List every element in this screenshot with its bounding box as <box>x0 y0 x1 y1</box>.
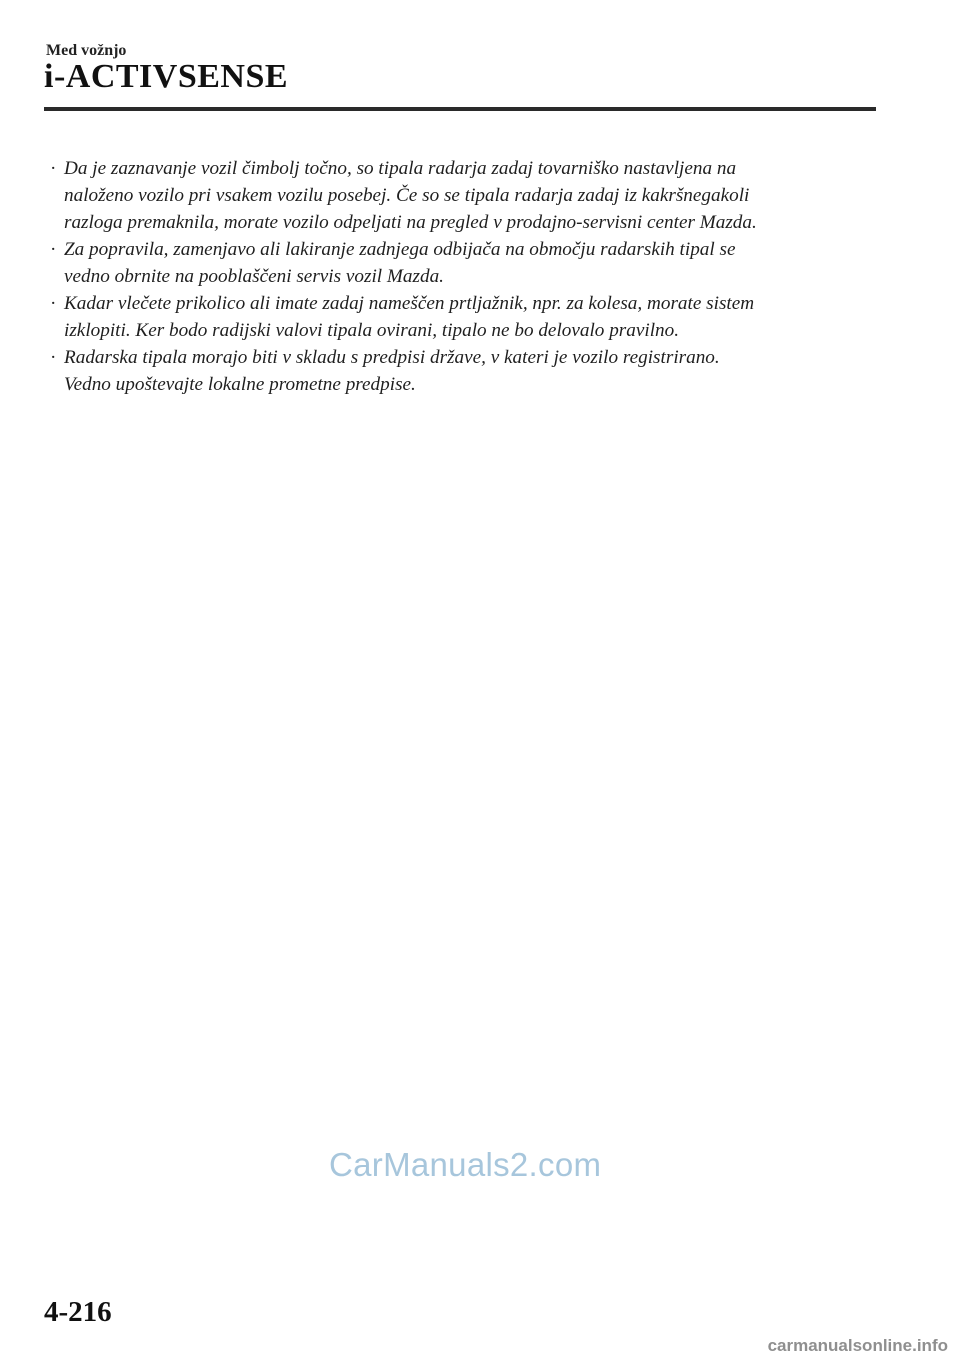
note-item <box>44 290 880 344</box>
note-line: Kadar vlečete prikolico ali imate zadaj nameščen prtljažnik, npr. za kolesa, morate sistem <box>64 293 755 314</box>
note-line: izklopiti. Ker bodo radijski valovi tipala ovirani, tipalo ne bo delovalo pravilno. <box>64 320 680 341</box>
note-line: Za popravila, zamenjavo ali lakiranje zadnjega odbijača na območju radarskih tipal se <box>64 239 736 260</box>
bullet-icon: · <box>50 347 57 368</box>
page-number: 4-216 <box>44 1296 112 1328</box>
bullet-icon: · <box>50 158 57 179</box>
watermark-logo: CarManuals2.com <box>329 1146 602 1183</box>
note-line: Radarska tipala morajo biti v skladu s predpisi države, v kateri je vozilo registrirano. <box>64 347 720 368</box>
chapter-title: i-ACTIVSENSE <box>44 58 289 95</box>
note-line: razloga premaknila, morate vozilo odpeljati na pregled v prodajno-servisni center Mazda. <box>64 212 757 233</box>
note-item <box>44 344 880 398</box>
note-line: Da je zaznavanje vozil čimbolj točno, so tipala radarja zadaj tovarniško nastavljena na <box>64 158 737 179</box>
note-line: naloženo vozilo pri vsakem vozilu posebej. Če so se tipala radarja zadaj iz kakršnegakoli <box>64 185 750 206</box>
note-line: vedno obrnite na pooblaščeni servis vozil Mazda. <box>64 266 444 287</box>
bullet-icon: · <box>50 293 57 314</box>
note-item <box>44 236 880 290</box>
note-line: Vedno upoštevajte lokalne prometne predpise. <box>64 374 416 395</box>
footer-site-watermark: carmanualsonline.info <box>767 1336 948 1355</box>
bullet-icon: · <box>50 239 57 260</box>
title-divider <box>44 107 876 111</box>
note-item <box>44 155 880 236</box>
section-label: Med vožnjo <box>46 42 127 59</box>
notes-list <box>44 155 880 398</box>
